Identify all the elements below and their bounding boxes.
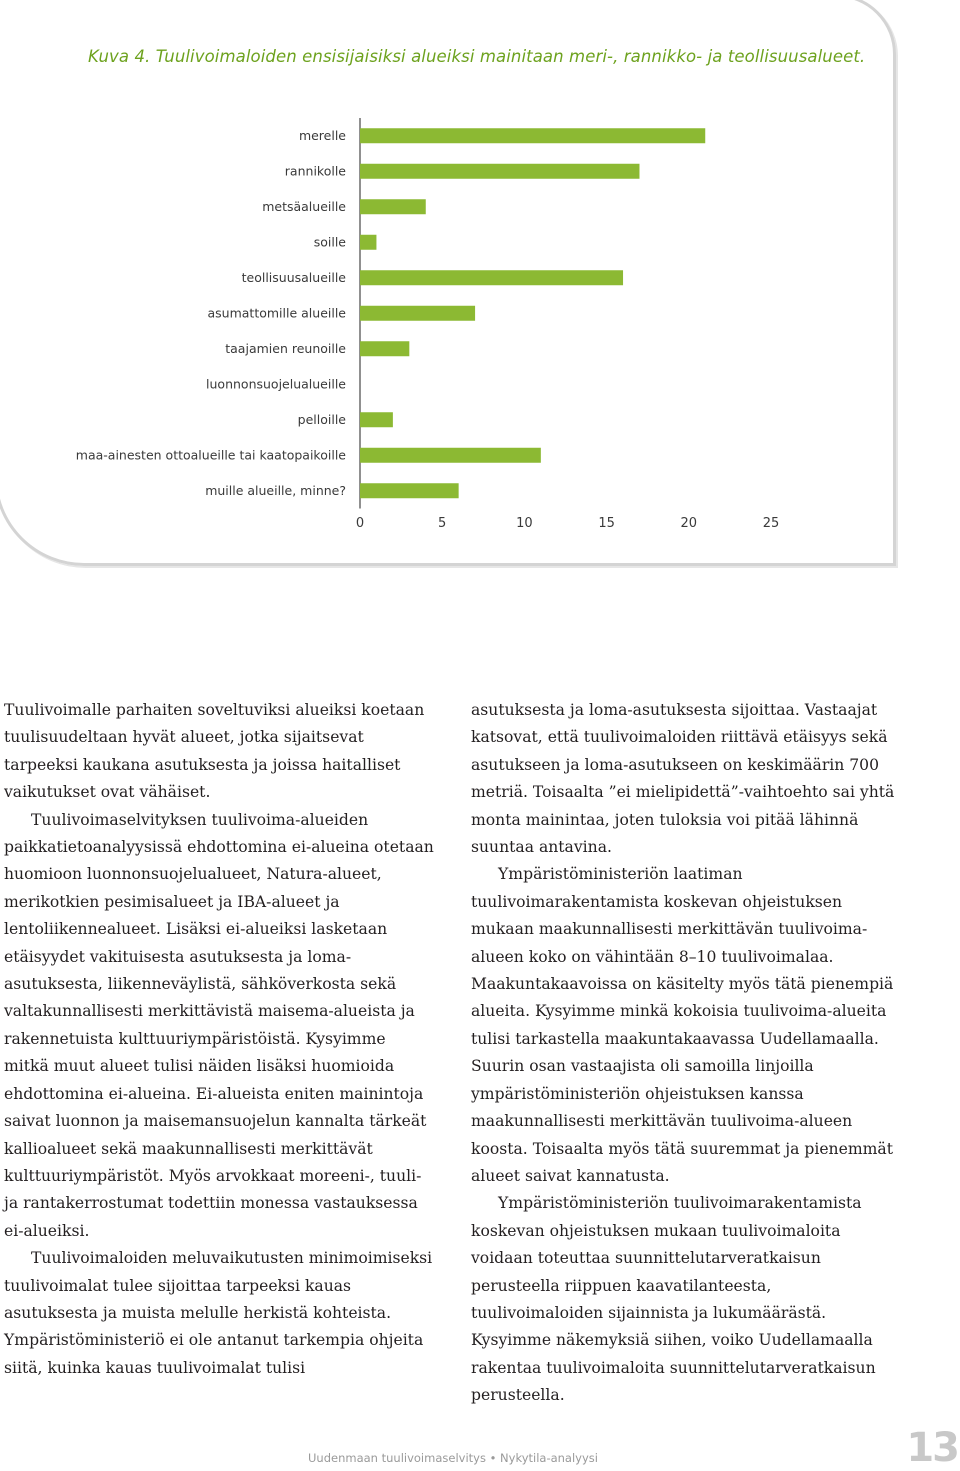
category-label: rannikolle	[284, 163, 346, 179]
bar-5	[360, 306, 475, 321]
tick-labels	[356, 516, 779, 531]
paragraph: Tuulivoimalle parhaiten soveltuviksi alueiksi koetaan tuulisuudeltaan hyvät alueet, jotka sijaitsevat tarpeeksi kaukana asutuksesta ja joissa haitalliset vaikutukset ovat vähäiset.	[4, 701, 425, 802]
paragraph: asutuksesta ja loma-asutuksesta sijoittaa. Vastaajat katsovat, että tuulivoimaloiden riittävä etäisyys sekä asutukseen ja loma-asutukseen on keskimäärin 700 metriä. Toisaalta ”ei mielipidettä”-vaihtoehto sai yhtä monta mainintaa, joten tuloksia voi pitää lähinnä suuntaa antavina.	[471, 701, 895, 857]
x-tick-label: 15	[598, 516, 615, 531]
category-label: teollisuusalueille	[241, 269, 346, 285]
bar-6	[360, 341, 409, 356]
category-label: soille	[313, 234, 346, 250]
page-number: 13	[906, 1425, 958, 1471]
x-tick-label: 25	[762, 516, 780, 531]
category-label: luonnonsuojelualueille	[206, 376, 346, 392]
bar-9	[360, 448, 541, 463]
bar-1	[360, 164, 639, 179]
x-tick-label: 20	[680, 516, 698, 531]
category-label: merelle	[298, 127, 346, 143]
x-tick-label: 5	[438, 516, 447, 531]
x-tick-label: 0	[355, 516, 365, 531]
category-label: taajamien reunoille	[225, 340, 346, 356]
figure-caption: Kuva 4. Tuulivoimaloiden ensisijaisiksi alueiksi mainitaan meri-, rannikko- ja teollisuusalueet.	[88, 47, 866, 66]
bar-4	[360, 270, 623, 285]
bar-group	[360, 128, 705, 498]
x-tick-label: 10	[516, 516, 533, 531]
paragraph: Ympäristöministeriön tuulivoimarakentamista koskevan ohjeistuksen mukaan tuulivoimaloita voidaan toteuttaa suunnittelutarveratkaisun perusteella riippuen kaavatilanteesta, tuulivoimaloiden sijainnista ja lukumäärästä. Kysyimme näkemyksiä siihen, voiko Uudellamaalla rakentaa tuulivoimaloita suunnittelutarveratkaisun perusteella.	[471, 1194, 876, 1405]
article-column-left	[4, 697, 434, 1382]
category-label: pelloille	[297, 411, 346, 427]
bar-3	[360, 235, 376, 250]
bar-chart	[0, 0, 960, 560]
paragraph: Tuulivoimaloiden meluvaikutusten minimoimiseksi tuulivoimalat tulee sijoittaa tarpeeksi kauas asutuksesta ja muista melulle herkistä kohteista. Ympäristöministeriö ei ole antanut tarkempia ohjeita siitä, kuinka kauas tuulivoimalat tulisi	[4, 1249, 433, 1377]
bar-0	[360, 128, 705, 143]
footer-text: Uudenmaan tuulivoimaselvitys • Nykytila-analyysi	[308, 1451, 598, 1465]
article-column-right	[471, 697, 901, 1410]
category-label: metsäalueille	[262, 198, 346, 214]
category-labels	[76, 128, 347, 498]
category-label: muille alueille, minne?	[205, 482, 346, 498]
paragraph: Ympäristöministeriön laatiman tuulivoimarakentamista koskevan ohjeistuksen mukaan maakunnallisesti merkittävän tuulivoima-alueen koko on vähintään 8–10 tuulivoimalaa. Maakuntakaavoissa on käsitelty myös tätä pienempiä alueita. Kysyimme minkä kokoisia tuulivoima-alueita tulisi tarkastella maakuntakaavassa Uudellamaalla. Suurin osan vastaajista oli samoilla linjoilla ympäristöministeriön ohjeistuksen kanssa maakunnallisesti merkittävän tuulivoima-alueen koosta. Toisaalta myös tätä suuremmat ja pienemmät alueet saivat kannatusta.	[471, 865, 894, 1185]
category-label: asumattomille alueille	[207, 305, 346, 321]
paragraph: Tuulivoimaselvityksen tuulivoima-alueiden paikkatietoanalyysissä ehdottomina ei-alueina otetaan huomioon luonnonsuojelualueet, Natura-alueet, merikotkien pesimisalueet ja IBA-alueet ja lentoliikennealueet. Lisäksi ei-alueiksi lasketaan etäisyydet vakituisesta asutuksesta ja loma-asutuksesta, liikenneväylistä, sähköverkosta sekä valtakunnallisesti merkittävistä maisema-alueista ja rakennetuista kulttuuriympäristöistä. Kysyimme mitkä muut alueet tulisi näiden lisäksi huomioida ehdottomina ei-alueina. Ei-alueista eniten mainintoja saivat luonnon ja maisemansuojelun kannalta tärkeät kallioalueet sekä maakunnallisesti merkittävät kulttuuriympäristöt. Myös arvokkaat moreeni-, tuuli- ja rantakerrostumat todettiin monessa vastauksessa ei-alueiksi.	[4, 810, 434, 1240]
bar-8	[360, 412, 393, 427]
category-label: maa-ainesten ottoalueille tai kaatopaikoille	[75, 447, 346, 463]
bar-2	[360, 199, 426, 214]
bar-10	[360, 483, 459, 498]
